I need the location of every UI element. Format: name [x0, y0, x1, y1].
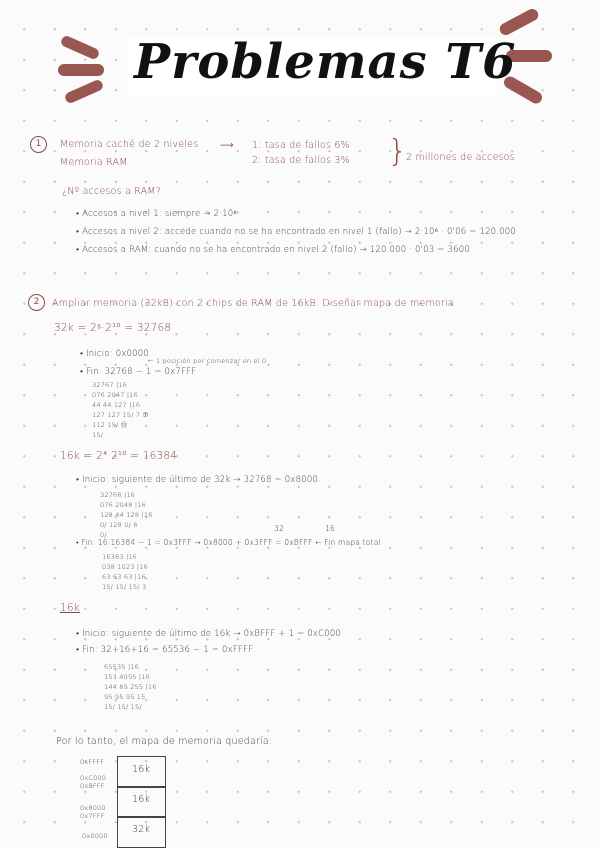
right-ray-top [498, 7, 541, 37]
p2-32k-end: • Fin: 32768 − 1 = 0x7FFF [80, 367, 197, 377]
division-line: 32768 |16 [100, 491, 136, 499]
division-line: 0/ 128 0/ 8 [100, 521, 138, 529]
p1-accesses: 2 millones de accesos [406, 152, 515, 163]
p1-arrow: ⟶ [220, 140, 234, 151]
p2-16k-end: • Fin: 16·16384 − 1 = 0x3FFF → 0x8000 + 0x3FFF = 0xBFFF ← Fin mapa total [76, 538, 381, 547]
division-line: 65535 |16 [104, 663, 140, 671]
address-label: 0x0000 [82, 832, 108, 840]
p1-line-ram: Memoria RAM [60, 157, 128, 168]
division-line: 127 127 15/ 7 ⑦ [92, 411, 149, 419]
p2-16k-start: • Inicio: siguiente de último de 32k → 32768 = 0x8000 [76, 475, 319, 485]
left-ray-top [59, 34, 100, 60]
p2-conclusion: Por lo tanto, el mapa de memoria quedaría: [56, 736, 273, 747]
p2-16k-division-2 [102, 552, 148, 592]
memory-block-size: 16k [132, 764, 151, 775]
p1-level2-rate: 2: tasa de fallos 3% [252, 155, 350, 166]
division-line: 15/ [92, 431, 104, 439]
p2-16k-heading: 16k = 2⁴·2¹⁰ = 16384 [60, 450, 178, 462]
division-line: 44 44 127 |16 [92, 401, 141, 409]
p2-16k-top-32: 32 [274, 524, 284, 533]
p1-brace: } [388, 134, 408, 169]
p2-32k-note: ← 1 posición por comenzar en el 0 [148, 357, 267, 365]
p1-bullet-2: • Accesos a nivel 2: accede cuando no se ha encontrado en nivel 1 (fallo) → 2·10⁶ · 0'06 = 120.000 [76, 227, 517, 237]
p2-16k-second-start: • Inicio: siguiente de último de 16k → 0xBFFF + 1 = 0xC000 [76, 629, 342, 639]
memory-block-size: 32k [132, 824, 151, 835]
division-line: 076 2047 |16 [92, 391, 138, 399]
division-line: 0/ [100, 531, 107, 539]
division-line: 63 63 63 |16 [102, 573, 146, 581]
division-line: 112 15/ ⑮ [92, 421, 128, 429]
address-label: 0xC000 [80, 774, 107, 782]
division-line: 15/ 15/ 15/ 3 [102, 583, 147, 591]
address-label: 0xBFFF [80, 782, 105, 790]
problem-1-number: 1 [30, 136, 47, 153]
problem-2-number: 2 [28, 294, 45, 311]
division-line: 95 95 95 15 [104, 693, 146, 701]
p2-16k-second-division [104, 662, 157, 712]
page-title: Problemas T6 [134, 34, 517, 90]
p1-level1-rate: 1: tasa de fallos 6% [252, 140, 350, 151]
p2-16k-second-heading: 16k [60, 602, 81, 614]
division-line: 076 2048 |16 [100, 501, 146, 509]
division-line: 153 4095 |16 [104, 673, 150, 681]
p1-bullet-1: • Accesos a nivel 1: siempre → 2·10⁶ [76, 209, 238, 219]
p2-16k-division-1 [100, 490, 153, 540]
p1-line-cache: Memoria caché de 2 niveles [60, 139, 199, 150]
memory-block-size: 16k [132, 794, 151, 805]
address-label: 0xFFFF [80, 758, 105, 766]
division-line: 32767 |16 [92, 381, 128, 389]
division-line: 16383 |16 [102, 553, 138, 561]
left-ray-mid [58, 64, 104, 76]
address-label: 0x7FFF [80, 812, 105, 820]
left-ray-bot [63, 78, 104, 104]
p2-16k-top-16: 16 [325, 524, 335, 533]
division-line: 144 89 255 |16 [104, 683, 157, 691]
p2-16k-second-end: • Fin: 32+16+16 = 65536 − 1 = 0xFFFF [76, 645, 254, 655]
address-label: 0x8000 [80, 804, 106, 812]
division-line: 15/ 15/ 15/ [104, 703, 142, 711]
p2-heading: Ampliar memoria (32kB) con 2 chips de RAM de 16kB. Diseñar mapa de memoria [52, 298, 454, 309]
division-line: 128 44 128 |16 [100, 511, 153, 519]
division-line: 038 1023 |16 [102, 563, 148, 571]
p2-32k-start: • Inicio: 0x0000 [80, 349, 150, 359]
p1-question: ¿Nº accesos a RAM? [62, 186, 161, 197]
p1-bullet-3: • Accesos a RAM: cuando no se ha encontrado en nivel 2 (fallo) → 120.000 · 0'03 = 3600 [76, 245, 470, 255]
p2-32k-division [92, 380, 149, 440]
p2-32k-heading: 32k = 2⁵·2¹⁰ = 32768 [54, 322, 172, 334]
